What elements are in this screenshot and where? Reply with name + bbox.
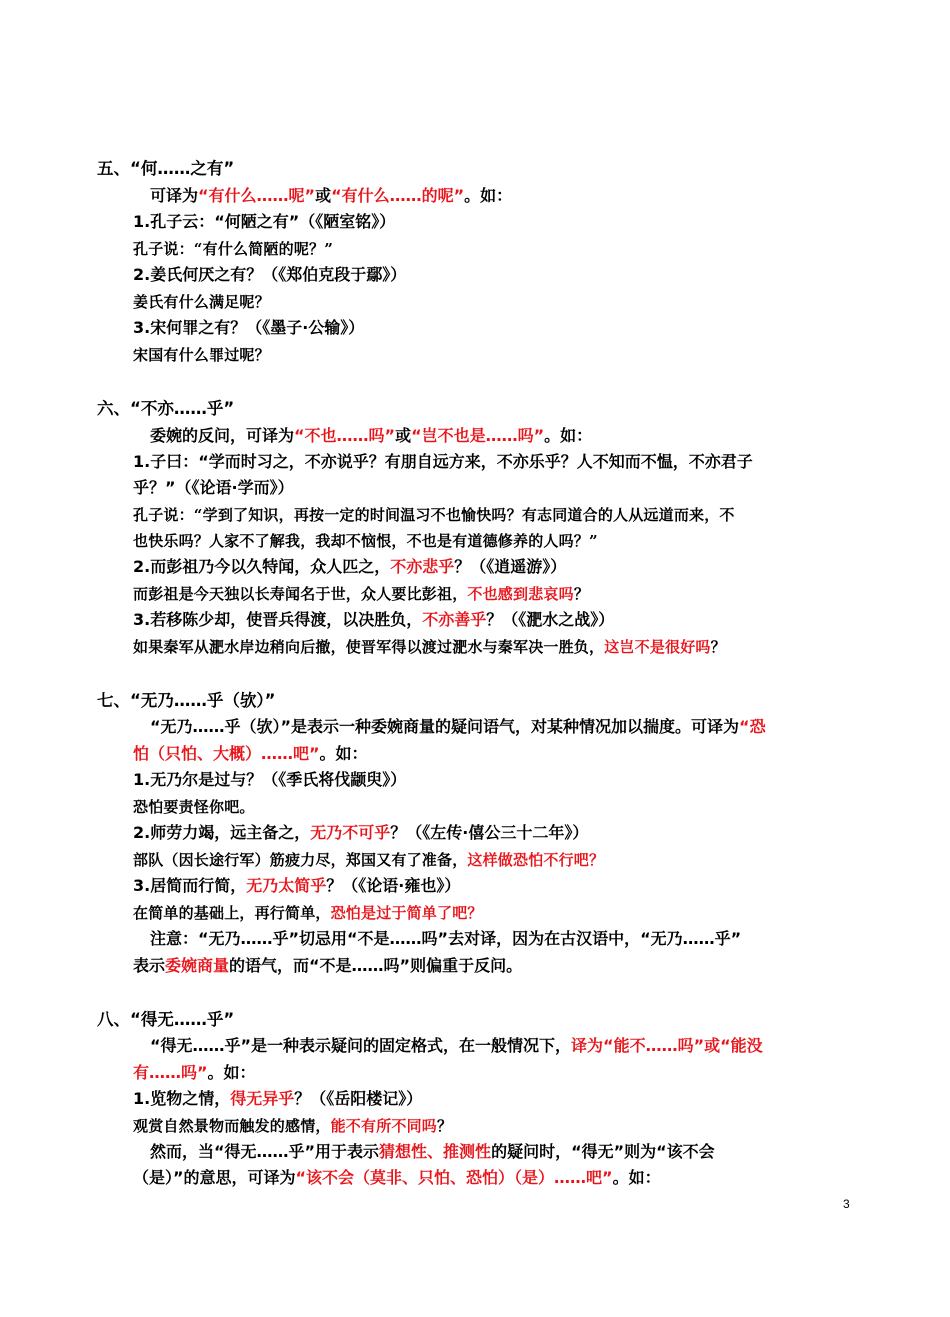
highlighted-text: 委婉商量 [165, 956, 230, 975]
text-segment: 如果秦军从淝水岸边稍向后撤，使晋军得以渡过淝水与秦军决一胜负， [133, 638, 605, 656]
highlighted-text: 译为“能不……吗”或“能没 [571, 1036, 763, 1055]
text-line [150, 1035, 763, 1057]
highlighted-text: 猜想性、推测性 [379, 1142, 492, 1161]
text-segment: 孔子说：“有什么简陋的呢？” [133, 240, 334, 258]
text-line [133, 743, 368, 765]
text-segment: 八、“得无……乎” [97, 1010, 235, 1029]
text-segment: ？（《左传·僖公三十二年》） [390, 823, 589, 842]
text-line [133, 317, 364, 339]
text-segment: 部队（因长途行军）筋疲力尽，郑国又有了准备， [133, 851, 468, 869]
text-line [133, 902, 483, 924]
text-line [133, 530, 598, 552]
text-segment: 。如： [612, 1168, 661, 1187]
text-segment: 2.师劳力竭，远主备之， [133, 823, 311, 842]
text-line [150, 1141, 715, 1163]
text-segment: ？ [437, 1117, 453, 1135]
text-line [150, 928, 741, 950]
text-segment: 的疑问时，“得无”则为“该不会 [491, 1142, 715, 1161]
text-segment: （是）”的意思，可译为 [133, 1168, 296, 1187]
text-line [133, 504, 735, 526]
page-number: 3 [843, 1197, 850, 1211]
text-line [133, 822, 588, 844]
text-segment: 2.姜氏何厌之有？（《郑伯克段于鄢》） [133, 265, 407, 284]
text-segment: 3.宋何罪之有？（《墨子·公输》） [133, 318, 365, 337]
section-heading [97, 1009, 234, 1031]
text-line [133, 583, 589, 605]
section-heading [97, 398, 234, 420]
text-line [133, 1115, 452, 1137]
text-line [133, 769, 406, 791]
highlighted-text: 不也感到悲哀吗 [467, 585, 574, 603]
text-segment: 七、“无乃……乎（欤）” [97, 691, 276, 710]
text-segment: 在简单的基础上，再行简单， [133, 904, 331, 922]
text-segment: 六、“不亦……乎” [97, 399, 235, 418]
text-segment: 宋国有什么罪过呢？ [133, 346, 270, 364]
text-segment: ？ [710, 638, 726, 656]
highlighted-text: 能不有所不同吗 [330, 1117, 438, 1135]
text-segment: 恐怕要责怪你吧。 [133, 798, 255, 816]
text-line [133, 344, 270, 366]
highlighted-text: “有什么……的呢” [331, 186, 465, 205]
text-segment: “得无……乎”是一种表示疑问的固定格式，在一般情况下， [150, 1036, 572, 1055]
highlighted-text: 不亦悲乎 [390, 557, 455, 576]
text-segment: 1.孔子云：“何陋之有”（《陋室铭》） [133, 212, 396, 231]
text-line [133, 556, 566, 578]
text-segment: 孔子说：“学到了知识，再按一定的时间温习不也愉快吗？有志同道合的人从远道而来，不 [133, 506, 735, 524]
text-line [133, 1088, 422, 1110]
highlighted-text: 这岂不是很好吗 [604, 638, 711, 656]
text-segment: ？（《论语·雍也》） [326, 876, 461, 895]
text-line [133, 477, 294, 499]
text-segment: 或 [315, 186, 332, 205]
highlighted-text: “岂不也是……吗” [411, 426, 545, 445]
text-line [133, 796, 255, 818]
text-segment: 乎？”（《论语·学而》） [133, 478, 294, 497]
text-line [133, 875, 460, 897]
text-segment: 。如： [319, 744, 368, 763]
text-segment: 的语气，而“不是……吗”则偏重于反问。 [229, 956, 523, 975]
text-segment: 。如： [544, 426, 593, 445]
highlighted-text: 怕（只怕、大概）……吧” [133, 744, 320, 763]
text-segment: ？（《岳阳楼记》） [294, 1089, 423, 1108]
text-line [133, 609, 614, 631]
text-segment: 1.无乃尔是过与？（《季氏将伐颛臾》） [133, 770, 407, 789]
text-segment: 1.子曰：“学而时习之，不亦说乎？有朋自远方来，不亦乐乎？人不知而不愠，不亦君子 [133, 452, 753, 471]
text-line [133, 955, 522, 977]
section-heading [97, 158, 234, 180]
text-segment: 。如： [464, 186, 513, 205]
highlighted-text: 无乃不可乎 [310, 823, 391, 842]
highlighted-text: 有……吗” [133, 1063, 208, 1082]
text-segment: 2.而彭祖乃今以久特闻，众人匹之， [133, 557, 391, 576]
text-segment: 也快乐吗？人家不了解我，我却不恼恨，不也是有道德修养的人吗？” [133, 532, 598, 550]
highlighted-text: 得无异乎 [230, 1089, 295, 1108]
text-segment: “无乃……乎（欤）”是表示一种委婉商量的疑问语气，对某种情况加以揣度。可译为 [150, 717, 740, 736]
text-line [133, 1167, 661, 1189]
highlighted-text: “有什么……呢” [198, 186, 316, 205]
text-line [133, 636, 726, 658]
text-line [133, 264, 406, 286]
text-segment: 而彭祖是今天独以长寿闻名于世，众人要比彭祖， [133, 585, 468, 603]
text-segment: ？ [573, 585, 590, 603]
highlighted-text: 无乃太简乎 [246, 876, 327, 895]
text-line [133, 451, 753, 473]
highlighted-text: 不亦善乎 [422, 610, 487, 629]
text-segment: 表示 [133, 956, 166, 975]
text-line [133, 211, 395, 233]
text-segment: 或 [395, 426, 412, 445]
highlighted-text: 这样做恐怕不行吧？ [467, 851, 605, 869]
text-segment: ？（《逍遥游》） [454, 557, 567, 576]
highlighted-text: 恐怕是过于简单了吧？ [330, 904, 483, 922]
text-segment: 然而，当“得无……乎”用于表示 [150, 1142, 380, 1161]
text-segment: 1.览物之情， [133, 1089, 231, 1108]
text-segment: 。如： [207, 1063, 256, 1082]
highlighted-text: “恐 [739, 717, 766, 736]
text-line [133, 238, 333, 260]
text-line [133, 1062, 256, 1084]
text-line [150, 185, 512, 207]
text-segment: 注意：“无乃……乎”切忌用“不是……吗”去对译，因为在古汉语中，“无乃……乎” [150, 929, 742, 948]
text-segment: 观赏自然景物而触发的感情， [133, 1117, 331, 1135]
section-heading [97, 690, 275, 712]
highlighted-text: “该不会（莫非、只怕、恐怕）（是）……吧” [295, 1168, 613, 1187]
text-segment: 3.若移陈少却，使晋兵得渡，以决胜负， [133, 610, 423, 629]
text-line [133, 849, 604, 871]
text-segment: 五、“何……之有” [97, 159, 235, 178]
highlighted-text: “不也……吗” [294, 426, 396, 445]
text-segment: 3.居简而行简， [133, 876, 247, 895]
text-segment: ？（《淝水之战》） [486, 610, 615, 629]
text-segment: 委婉的反问，可译为 [150, 426, 295, 445]
text-line [150, 716, 766, 738]
text-segment: 姜氏有什么满足呢？ [133, 293, 270, 311]
text-line [133, 291, 270, 313]
text-line [150, 425, 592, 447]
text-segment: 可译为 [150, 186, 199, 205]
